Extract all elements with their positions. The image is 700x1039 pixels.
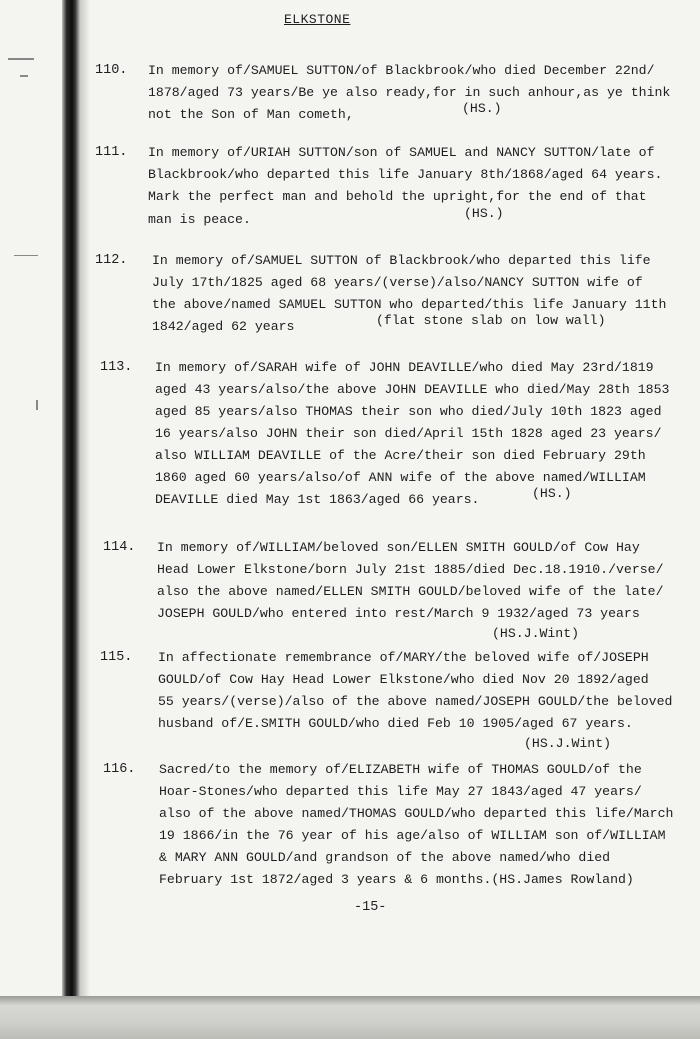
page-number: -15- bbox=[354, 900, 387, 915]
entry-line: 55 years/(verse)/also of the above named/JOSEPH GOULD/the beloved bbox=[158, 694, 673, 709]
entry-line: 1860 aged 60 years/also/of ANN wife of the above named/WILLIAM bbox=[155, 470, 646, 485]
entry-line: Hoar-Stones/who departed this life May 27 1843/aged 47 years/ bbox=[159, 784, 642, 799]
entry-line: Blackbrook/who departed this life January 8th/1868/aged 64 years. bbox=[148, 167, 663, 182]
entry-number: 116. bbox=[103, 762, 136, 777]
entry-number: 113. bbox=[100, 360, 133, 375]
entry-line: & MARY ANN GOULD/and grandson of the above named/who died bbox=[159, 850, 611, 865]
entry-line: Head Lower Elkstone/born July 21st 1885/died Dec.18.1910./verse/ bbox=[157, 562, 664, 577]
entry-line: JOSEPH GOULD/who entered into rest/March 9 1932/aged 73 years bbox=[157, 606, 640, 621]
entry-line: the above/named SAMUEL SUTTON who departed/this life January 11th bbox=[152, 297, 667, 312]
entry-line: July 17th/1825 aged 68 years/(verse)/also/NANCY SUTTON wife of bbox=[152, 275, 643, 290]
entry-line: aged 85 years/also THOMAS their son who died/July 10th 1823 aged bbox=[155, 404, 662, 419]
entry-line: GOULD/of Cow Hay Head Lower Elkstone/who died Nov 20 1892/aged bbox=[158, 672, 649, 687]
entry-line: 1878/aged 73 years/Be ye also ready,for in such anhour,as ye think bbox=[148, 85, 671, 100]
entry-line: not the Son of Man cometh, bbox=[148, 107, 354, 122]
entry-line: DEAVILLE died May 1st 1863/aged 66 years. bbox=[155, 492, 480, 507]
entry-line: husband of/E.SMITH GOULD/who died Feb 10 1905/aged 67 years. bbox=[158, 716, 633, 731]
entry-note: (HS.J.Wint) bbox=[524, 736, 612, 751]
binding-shadow bbox=[80, 0, 90, 1000]
entry-line: also of the above named/THOMAS GOULD/who departed this life/March bbox=[159, 806, 674, 821]
entry-line: 1842/aged 62 years bbox=[152, 319, 295, 334]
entry-line: Mark the perfect man and behold the upright,for the end of that bbox=[148, 189, 647, 204]
entry-note: (HS.) bbox=[464, 206, 504, 221]
entry-number: 110. bbox=[95, 63, 128, 78]
entry-line: In memory of/SAMUEL SUTTON of Blackbrook/who departed this life bbox=[152, 253, 651, 268]
entry-line: In memory of/WILLIAM/beloved son/ELLEN SMITH GOULD/of Cow Hay bbox=[157, 540, 640, 555]
entry-line: 16 years/also JOHN their son died/April 15th 1828 aged 23 years/ bbox=[155, 426, 662, 441]
entry-line: In affectionate remembrance of/MARY/the beloved wife of/JOSEPH bbox=[158, 650, 649, 665]
entry-line: Sacred/to the memory of/ELIZABETH wife of THOMAS GOULD/of the bbox=[159, 762, 642, 777]
margin-mark bbox=[36, 400, 38, 410]
entry-number: 114. bbox=[103, 540, 136, 555]
entry-line: 19 1866/in the 76 year of his age/also of WILLIAM son of/WILLIAM bbox=[159, 828, 666, 843]
entry-note: (HS.) bbox=[532, 486, 572, 501]
entry-line: In memory of/URIAH SUTTON/son of SAMUEL and NANCY SUTTON/late of bbox=[148, 145, 655, 160]
entry-note: (flat stone slab on low wall) bbox=[376, 313, 606, 328]
page-bottom-edge bbox=[0, 996, 700, 1039]
margin-mark bbox=[8, 58, 34, 60]
entry-line: aged 43 years/also/the above JOHN DEAVILLE who died/May 28th 1853 bbox=[155, 382, 670, 397]
entry-line: February 1st 1872/aged 3 years & 6 months.(HS.James Rowland) bbox=[159, 872, 634, 887]
entry-number: 111. bbox=[95, 145, 128, 160]
entry-line: also WILLIAM DEAVILLE of the Acre/their son died February 29th bbox=[155, 448, 646, 463]
margin-mark bbox=[20, 75, 28, 77]
binding-edge bbox=[62, 0, 80, 1000]
entry-line: man is peace. bbox=[148, 212, 251, 227]
page-title: ELKSTONE bbox=[284, 12, 351, 27]
entry-line: In memory of/SAMUEL SUTTON/of Blackbrook/who died December 22nd/ bbox=[148, 63, 655, 78]
entry-note: (HS.) bbox=[462, 101, 502, 116]
margin-mark bbox=[14, 255, 38, 256]
entry-line: also the above named/ELLEN SMITH GOULD/beloved wife of the late/ bbox=[157, 584, 664, 599]
entry-number: 115. bbox=[100, 650, 133, 665]
entry-note: (HS.J.Wint) bbox=[492, 626, 580, 641]
entry-number: 112. bbox=[95, 253, 128, 268]
entry-line: In memory of/SARAH wife of JOHN DEAVILLE/who died May 23rd/1819 bbox=[155, 360, 654, 375]
